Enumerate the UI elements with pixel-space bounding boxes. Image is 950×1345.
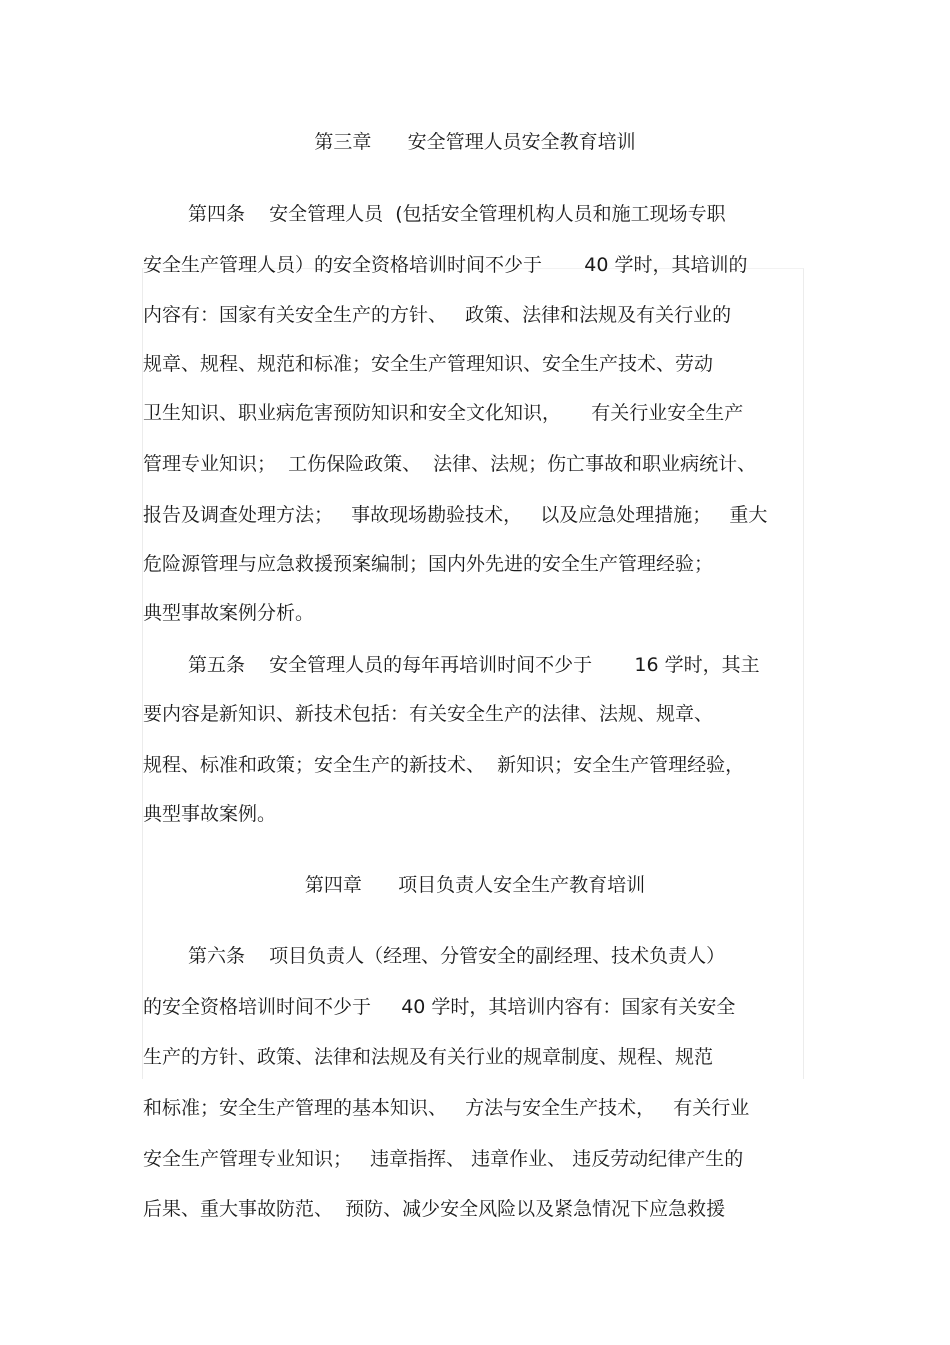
article-4-line: 规章、规程、规范和标准；安全生产管理知识、安全生产技术、劳动 xyxy=(143,353,714,375)
article-6-line: 第六条 项目负责人（经理、分管安全的副经理、技术负责人） xyxy=(188,945,726,967)
article-4-line: 安全生产管理人员）的安全资格培训时间不少于 40 学时，其培训的 xyxy=(143,254,748,276)
article-4-line: 卫生知识、职业病危害预防知识和安全文化知识， 有关行业安全生产 xyxy=(143,402,744,424)
article-4-line: 典型事故案例分析。 xyxy=(143,602,315,624)
article-5-line: 要内容是新知识、新技术包括：有关安全生产的法律、法规、规章、 xyxy=(143,703,714,725)
article-6-line: 生产的方针、政策、法律和法规及有关行业的规章制度、规程、规范 xyxy=(143,1046,714,1068)
article-6-line: 和标准；安全生产管理的基本知识、 方法与安全生产技术， 有关行业 xyxy=(143,1097,750,1119)
chapter-3-title: 第三章 安全管理人员安全教育培训 xyxy=(314,131,636,153)
article-5-line: 典型事故案例。 xyxy=(143,803,277,825)
article-5-line: 规程、标准和政策；安全生产的新技术、 新知识；安全生产管理经验， xyxy=(143,754,745,776)
article-4-line: 管理专业知识； 工伤保险政策、 法律、法规；伤亡事故和职业病统计、 xyxy=(143,453,757,475)
article-4-line: 内容有：国家有关安全生产的方针、 政策、法律和法规及有关行业的 xyxy=(143,304,732,326)
article-6-line: 安全生产管理专业知识； 违章指挥、 违章作业、 违反劳动纪律产生的 xyxy=(143,1148,744,1170)
article-4-line: 报告及调查处理方法； 事故现场勘验技术， 以及应急处理措施； 重大 xyxy=(143,504,768,526)
article-5-line: 第五条 安全管理人员的每年再培训时间不少于 16 学时，其主 xyxy=(188,654,760,676)
article-6-line: 的安全资格培训时间不少于 40 学时，其培训内容有：国家有关安全 xyxy=(143,996,736,1018)
article-4-line: 危险源管理与应急救援预案编制；国内外先进的安全生产管理经验； xyxy=(143,553,714,575)
article-6-line: 后果、重大事故防范、 预防、减少安全风险以及紧急情况下应急救援 xyxy=(143,1198,726,1220)
article-4-line: 第四条 安全管理人员 (包括安全管理机构人员和施工现场专职 xyxy=(188,203,726,225)
chapter-4-title: 第四章 项目负责人安全生产教育培训 xyxy=(304,874,646,896)
